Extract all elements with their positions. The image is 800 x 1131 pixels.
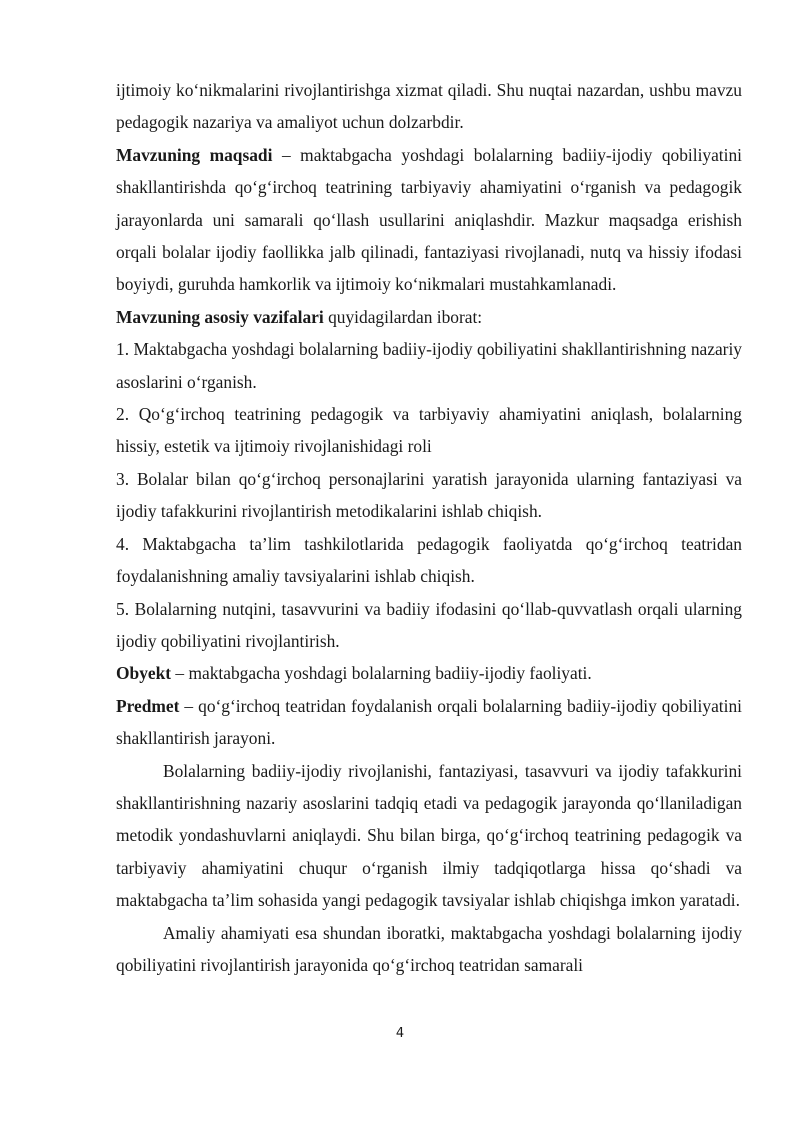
paragraph-ilmiy: Bolalarning badiiy-ijodiy rivojlanishi, fantaziyasi, tasavvuri va ijodiy tafakkurini shakllantirishning nazariy asoslarini tadqiq etadi va pedagogik jarayonda qo‘llaniladigan metodik yondashuvlarni aniqlaydi. Shu bilan birga, qo‘g‘irchoq teatrining pedagogik va tarbiyaviy ahamiyatini chuqur o‘rganish ilmiy tadqiqotlarga hissa qo‘shadi va maktabgacha ta’lim sohasida yangi pedagogik tavsiyalar ishlab chiqishga imkon yaratadi.	[116, 760, 742, 911]
list-item: 1. Maktabgacha yoshdagi bolalarning badiiy-ijodiy qobiliyatini shakllantirishning nazariy asoslarini o‘rganish.	[116, 339, 742, 392]
list-item: 2. Qo‘g‘irchoq teatrining pedagogik va tarbiyaviy ahamiyatini aniqlash, bolalarning hissiy, estetik va ijtimoiy rivojlanishidagi roli	[116, 404, 742, 457]
obyekt-label: Obyekt	[116, 663, 172, 684]
paragraph-maqsad	[116, 139, 742, 301]
paragraph-intro: ijtimoiy ko‘nikmalarini rivojlantirishga xizmat qiladi. Shu nuqtai nazardan, ushbu mavzu pedagogik nazariya va amaliyot uchun dolzarbdir.	[116, 80, 742, 133]
paragraph-obyekt	[116, 657, 742, 689]
vazifalar-text: quyidagilardan iborat:	[323, 306, 483, 327]
document-page	[116, 74, 742, 981]
maqsad-label: Mavzuning maqsadi	[116, 144, 273, 165]
page-number: 4	[395, 1026, 405, 1041]
vazifalar-label: Mavzuning asosiy vazifalari	[116, 306, 324, 327]
list-item: 4. Maktabgacha ta’lim tashkilotlarida pedagogik faoliyatda qo‘g‘irchoq teatridan foydalanishning amaliy tavsiyalarini ishlab chiqish.	[116, 533, 742, 587]
predmet-text: – qo‘g‘irchoq teatridan foydalanish orqali bolalarning badiiy-ijodiy qobiliyatini shakllantirish jarayoni.	[116, 695, 742, 749]
predmet-label: Predmet	[116, 695, 180, 716]
list-item: 3. Bolalar bilan qo‘g‘irchoq personajlarini yaratish jarayonida ularning fantaziyasi va ijodiy tafakkurini rivojlantirish metodikalarini ishlab chiqish.	[116, 468, 742, 522]
paragraph-vazifalar	[116, 301, 742, 333]
maqsad-text: – maktabgacha yoshdagi bolalarning badiiy-ijodiy qobiliyatini shakllantirishda qo‘g‘irchoq teatrining tarbiyaviy ahamiyatini o‘rganish va pedagogik jarayonlarda uni samarali qo‘llash usullarini aniqlashdir. Mazkur maqsadga erishish orqali bolalar ijodiy faollikka jalb qilinadi, fantaziyasi rivojlanadi, nutq va hissiy ifodasi boyiydi, guruhda hamkorlik va ijtimoiy ko‘nikmalari mustahkamlanadi.	[116, 144, 743, 295]
paragraph-amaliy: Amaliy ahamiyati esa shundan iboratki, maktabgacha yoshdagi bolalarning ijodiy qobiliyatini rivojlantirish jarayonida qo‘g‘irchoq teatridan samarali	[116, 922, 742, 975]
list-item: 5. Bolalarning nutqini, tasavvurini va badiiy ifodasini qo‘llab-quvvatlash orqali ularning ijodiy qobiliyatini rivojlantirish.	[116, 598, 742, 651]
paragraph-predmet	[116, 690, 742, 755]
obyekt-text: – maktabgacha yoshdagi bolalarning badiiy-ijodiy faoliyati.	[171, 663, 592, 684]
